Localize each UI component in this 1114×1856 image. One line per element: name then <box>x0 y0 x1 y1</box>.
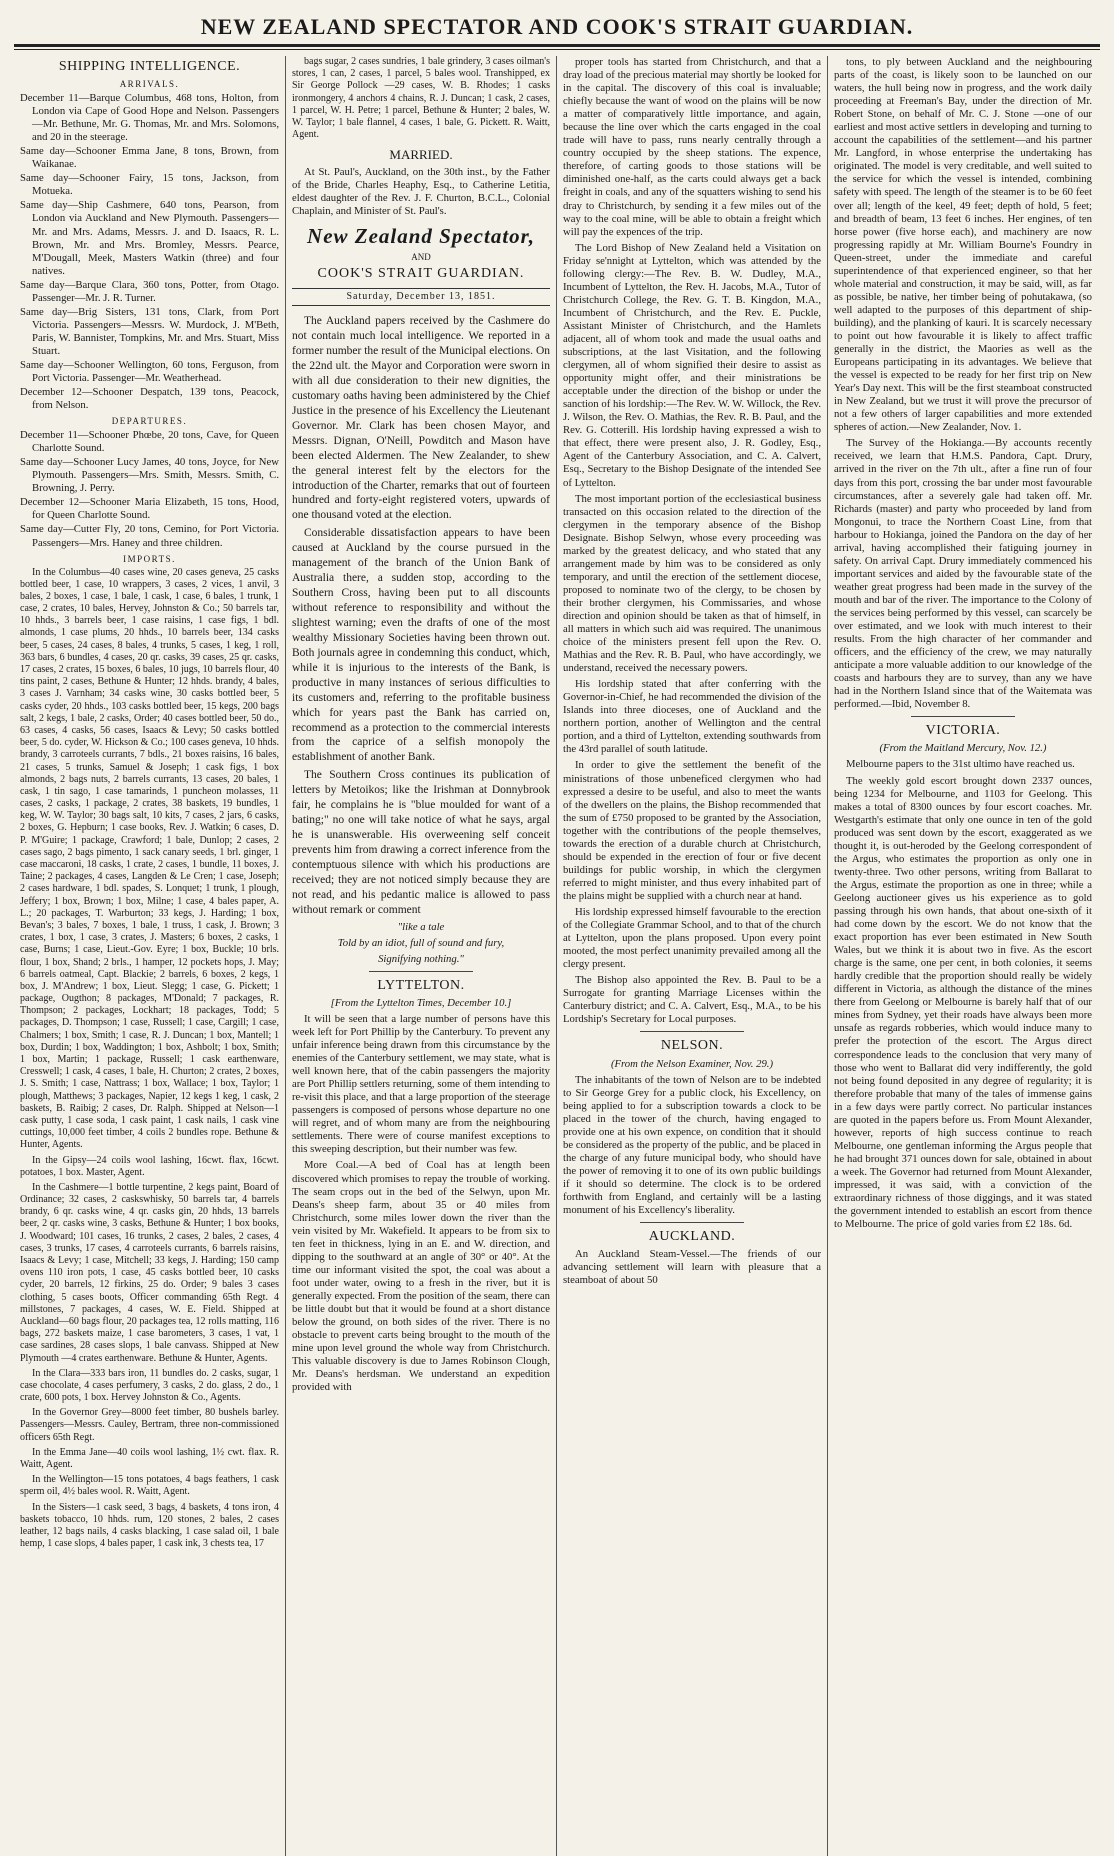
lyttelton-paragraph: It will be seen that a large number of persons have this week left for Port Phillip by the Canterbury. To prevent any unfair inference being drawn from this circumstance by the enemies of the Canterbury settlement, we may state, what is well known here, that of the cabin passengers the majority are Port Phillip settlers returning, some of them intending to re-visit this place, and that a large proportion of the steerage passengers is composed of persons whose departure no one will regret, and of whom many are from the neighbouring settlements. There were of course manifest exceptions to this sweeping description, but their number was few. <box>292 1012 550 1156</box>
import-item: In the Clara—333 bars iron, 11 bundles do. 2 casks, sugar, 1 case chocolate, 4 cases perfumery, 3 casks, 2 do. glass, 2 do., 1 crate, 600 pots, 1 box. Hervey Johnston & Co., Agents. <box>20 1367 279 1404</box>
column-4 <box>827 56 1098 1856</box>
import-item: In the Governor Grey—8000 feet timber, 80 bushels barley. Passengers—Messrs. Cauley, Bertram, three non-commissioned officers 65th Regt. <box>20 1407 279 1443</box>
column-2 <box>285 56 556 1856</box>
article-paragraph: The Survey of the Hokianga.—By accounts recently received, we learn that H.M.S. Pandora, Capt. Drury, arrived in the river on the 7th ult., after a fine run of four days from this port, crossing the bar under most favourable circumstances, after a severely gale had taken off. Mr. Richards (master) and party who proceeded by land from Mongonui, to trace the Northern Coast Line, from that harbour to Hokianga, joined the Pandora on the day of her arrival, having accomplished their fatiguing journey in safety. On arrival Capt. Drury immediately commenced his important services and aided by the favourable state of the weather great progress had been made in the survey of the mouth and bar of the river. The importance to the Colony of the services being performed by this vessel, can scarcely be over estimated, and we look with much interest to their results. From the high character of her commander and officers, and the efficiency of the crew, we may naturally anticipate a more valuable addition to our knowledge of the coasts and harbours they are to survey, than any we have had in the Northern Island since that of the Waitemata was performed.—Ibid, November 8. <box>834 437 1092 711</box>
paper-title-block <box>292 224 550 306</box>
victoria-heading: VICTORIA. <box>925 723 1001 739</box>
auckland-heading: AUCKLAND. <box>648 1229 736 1245</box>
verse-line: Signifying nothing." <box>378 952 464 965</box>
arrivals-list <box>20 92 279 412</box>
verse-line: Told by an idiot, full of sound and fury, <box>337 936 505 949</box>
editorial-paragraph: The Auckland papers received by the Cashmere do not contain much local intelligence. We reported in a former number the result of the Municipal elections. On the 22nd ult. the Mayor and Corporation were sworn in with all due consideration to their new dignities, the customary oaths having been administered by the Chief Justice in the presence of his Excellency the Lieutenant Governor. Mr. Clark has been chosen Mayor, and Messrs. Dignan, O'Neill, Powditch and Mason have been elected Aldermen. The New Zealander, to shew the general interest felt by the electors for the introduction of the Charter, remarks that out of fourteen hundred and forty-eight registered voters, upwards of one thousand voted at the election. <box>292 315 550 522</box>
import-item: In the Sisters—1 cask seed, 3 bags, 4 baskets, 4 tons iron, 4 baskets tobacco, 10 hhds. rum, 120 stones, 2 bales, 2 cases leather, 12 bags nails, 4 casks blacking, 1 case salad oil, 1 bale hemp, 1 case slops, 4 bales paper, 1 cask ink, 3 chests tea, 17 <box>20 1501 279 1550</box>
nelson-heading: NELSON. <box>660 1038 724 1054</box>
auckland-paragraph: An Auckland Steam-Vessel.—The friends of our advancing settlement will learn with pleasure that a steamboat of about 50 <box>563 1248 821 1287</box>
import-item: In the Cashmere—1 bottle turpentine, 2 kegs paint, Board of Ordinance; 32 cases, 2 caskswhisky, 50 barrels tar, 4 barrels brandy, 6 qr. casks wine, 4 qr. casks gin, 20 hhds, 13 barrels beer, 2 qr. casks wine, 3 casks, Bethune & Hunter; 1 box books, J. Woodward; 101 cases, 16 trunks, 2 cases, 2 bales, 2 cases, 4 cases, 3 trunks, 17 cases, 4 carroteels currants, 6 barrels raisins, Isaacs & Levy; 1 case, Mitchell; 33 kegs, J. Harding; 150 camp ovens 110 iron pots, 1 case, 45 casks bottled beer, 10 casks cyder, 20 barrels, 12 firkins, 25 do. Order; 9 bales 3 cases clothing, 5 cases boots, Officer commanding 65th Regt. 4 millstones, 7 packages, 4 cases, W. E. Field. Shipped at Auckland—60 bags flour, 20 packages tea, 12 rolls matting, 116 bags, 272 baskets maize, 1 case barometers, 3 cases, 1 vat, 1 case sardines, 28 cases slops, 1 bale canvass. Shipped at New Plymouth —4 crates earthenware. Bethune & Hunter, Agents. <box>20 1181 279 1364</box>
married-heading: MARRIED. <box>389 147 453 163</box>
import-item: In the Wellington—15 tons potatoes, 4 bags feathers, 1 cask sperm oil, 4½ bales wool. R. Waitt, Agent. <box>20 1474 279 1498</box>
departures-heading: DEPARTURES. <box>111 416 188 427</box>
imports-heading: IMPORTS. <box>123 553 176 564</box>
arrival-item: Same day—Barque Clara, 360 tons, Potter, from Otago. Passenger—Mr. J. R. Turner. <box>20 278 279 304</box>
divider <box>640 1031 743 1032</box>
article-paragraph: The Bishop also appointed the Rev. B. Paul to be a Surrogate for granting Marriage Licenses within the Canterbury district; and C. A. Calvert, Esq., M.A., to be his Lordship's Secretary for Local purposes. <box>563 974 821 1026</box>
paper-title: New Zealand Spectator, <box>307 224 535 249</box>
editorial-paragraph: Considerable dissatisfaction appears to have been caused at Auckland by the course pursued in the management of the branch of the Union Bank of Australia there, a sudden stop, according to the Southern Cross, having been put to all discounts without reference to responsibility and without the slightest warning; even the drafts of one of the most wealthy Missionary Societies having been thrown out. Both journals agree in condemning this conduct, which, while it is injurious to the interests of the Bank, is productive in many instances of serious difficulties to its customers and, referring to the profitable business which for years past the Bank has carried on, recommend as a protection to the commercial interests from the caprice of a selfish monopoly the establishment of another Bank. <box>292 527 550 764</box>
masthead: NEW ZEALAND SPECTATOR AND COOK'S STRAIT GUARDIAN. <box>200 14 914 39</box>
paper-subtitle: COOK'S STRAIT GUARDIAN. <box>317 265 525 281</box>
arrival-item: Same day—Ship Cashmere, 640 tons, Pearson, from London via Auckland and New Plymouth. Passengers—Mr. and Mrs. Adams, Messrs. J. and D. Isaacs, R. L. Brown, Mr. and Mrs. Bromley, Messrs. Pearce, M'Dougall, Meek, Masters Watkin (three) and four natives. <box>20 199 279 277</box>
article-paragraph: His lordship expressed himself favourable to the erection of the Collegiate Grammar School, and to that of the church at Lyttelton, upon the plans proposed. Upon every point mooted, the most perfect unanimity prevailed among all the clergy present. <box>563 906 821 971</box>
arrival-item: Same day—Schooner Emma Jane, 8 tons, Brown, from Waikanae. <box>20 145 279 171</box>
article-paragraph: His lordship stated that after conferring with the Governor-in-Chief, he had recommended the division of the Islands into three dioceses, one of Auckland and the northern portion, another of Wellington and the central portion, and a third of Lyttelton, extending southwards from the 43rd parallel of south latitude. <box>563 678 821 756</box>
verse-line: "like a tale <box>397 920 445 933</box>
editorial-paragraph: The Southern Cross continues its publication of letters by Metoikos; like the Irishman at Donnybrook fair, he complains he is "blue moulded for want of a bating;" no one will take notice of what he says, argal he is unanswerable. His overweening self conceit prevents him from drawing a correct inference from the contemptuous silence with which his productions are received; they are not noticed simply because they are not read, and his pedantic malice is allowed to pass without remark or comment <box>292 769 550 916</box>
lyttelton-heading: LYTTELTON. <box>377 977 465 993</box>
lyttelton-paragraph: More Coal.—A bed of Coal has at length been discovered which promises to repay the trouble of working. The seam crops out in the bed of the Selwyn, upon Mr. Deans's sheep farm, about 35 or 40 miles from Christchurch, some miles lower down the river than the vein visited by Mr. Wakefield. It appears to be from six to ten feet in thickness, lying in an E. and W. direction, and dipping to the southward at an angle of 30° or 40°. At the time our informant visited the spot, the coal was about a foot under water, owing to a fresh in the river, but it is generally expected. From the position of the seam, there can be little doubt but that it would be found at a short distance below the ground, on both sides of the river. There is no obstacle to prevent carts being brought to the mouth of the mine upon level ground the whole way from Christchurch. This valuable discovery is due to James Robinson Clough, Mr. Deans's herdsman. We understand an expedition provided with <box>292 1159 550 1394</box>
columns <box>14 56 1100 1856</box>
article-paragraph: proper tools has started from Christchurch, and that a dray load of the precious material may shortly be looked for in the capital. The discovery of this coal is invaluable; chiefly because the want of wood on the plains will be now a matter of comparatively little importance, and again, because the line over which the carts engaged in the coal trade will have to pass, runs nearly centrally through a country occupied by the sheep stations. The expence, therefore, of carting goods to those stations will be diminished one-half, as the carts could always get a back freight in coals, and any of the squatters wishing to send his dray to Christchurch, by sending it a few miles out of the way to the coal mine, will be able to obtain a freight which will pay the expences of the trip. <box>563 56 821 238</box>
lyttelton-source: [From the Lyttelton Times, December 10.] <box>330 996 512 1009</box>
imports-continued: bags sugar, 2 cases sundries, 1 bale grindery, 3 cases oilman's stores, 1 can, 2 cases, 1 parcel, 5 bales wool. Transhipped, ex Sir George Pollock —29 cases, W. B. Rhodes; 1 casks ironmongery, 4 anchors 4 chains, R. J. Duncan; 1 cask, 2 cases, 1 parcel, W. H. Petre; 1 parcel, Bethune & Hunter; 2 bales, W. W. Taylor; 1 bale flannel, 4 cases, 1 bale, G. Pickett. R. Waitt, Agent. <box>292 56 550 141</box>
divider <box>369 971 472 972</box>
nelson-source: (From the Nelson Examiner, Nov. 29.) <box>610 1057 774 1070</box>
issue-date: Saturday, December 13, 1851. <box>292 288 550 306</box>
arrivals-heading: ARRIVALS. <box>119 79 180 90</box>
divider <box>911 716 1014 717</box>
paper-title-and: AND <box>411 251 431 262</box>
victoria-paragraph: The weekly gold escort brought down 2337 ounces, being 1234 for Melbourne, and 1103 for Geelong. This makes a total of 8300 ounces by four escort coaches. Mr. Westgarth's estimate that only one ounce in ten of the gold produced was sent down by the escort, exaggerated as we thought it, is out-heroded by the Geelong correspondent of the Argus, who estimates the proportion as only one in twenty-three. Two other persons, writing from Ballarat to the Argus, estimate the proportion as one in three; while a Geelong auctioneer gives us his experience as to gold passing through his own hands, that about one-sixth of it had come down by the escort. We do not know that the exact proportion has ever been estimated in New South Wales, but we think it is about two in five. As the escort charge is the same, one per cent, in both colonies, it seems hardly credible that the proportion should really be widely different in Victoria, as although the distance of the mines there from Geelong or Melbourne is barely half that of our mines from Sydney, yet their roads have always been more unsafe as regards robberies, which would induce many to prefer the protection of the escort. The Argus direct correspondence leads to the conclusion that very many of those who went to Ballarat did very indifferently, the gold not being found deposited in any degree of regularity; it is therefore probable that many of the tales of immense gains in a few days were partly correct. No particular instances are quoted in the papers before us. From Mount Alexander, however, reports of high success continue to reach Melbourne, one gentleman informing the Argus people that he had brought 371 ounces down for sale, obtained in about a week. The Governor had returned from Mount Alexander, impressed, it was said, with a conviction of the extraordinary richness of those diggings, and it was stated the government intended to establish an escort from thence to Melbourne. The price of gold varies from £2 18s. 6d. <box>834 774 1092 1231</box>
departure-item: December 11—Schooner Phœbe, 20 tons, Cave, for Queen Charlotte Sound. <box>20 429 279 455</box>
article-paragraph: tons, to ply between Auckland and the neighbouring parts of the coast, is likely soon to be launched on our waters, the hull being now in progress, and the work daily proceeding at Freeman's Bay, under the direction of Mr. Robert Stone, on behalf of Mr. C. J. Stone —one of our earliest and most active settlers in developing and turning to account the capabilities of the settlement—and his partner Mr. Langford, in whose enterprise the undertaking has originated. The model is very creditable, and well suited to the service for which the vessel is intended, combining safety with speed. The length of the steamer is to be 60 feet over all; length of the keel, 49 feet; depth of hold, 5 feet; and breadth of beam, 13 feet 6 inches. Her engines, of ten horse power (five horse each), and machinery are now progressing rapidly at Mr. William Bourne's Foundry in Queen-street, under the immediate and careful superintendence of that experienced engineer, so that her whole material and construction, it may be said, will, as far as possible, be native, her timber being of pohutakawa, (so well adapted to the purposes of this department of ship-building), and the planking of kauri. It is scarcely necessary to point out how favourable it is likely to affect traffic generally in the district, the Maories as well as the Europeans participating in its advantages. We believe that the vessel is expected to be ready for her first trip on New Year's Day next. This will be the first steamboat constructed in New Zealand, but we trust it will prove the precursor of not a few others of larger capabilities and more extended spheres of action.—New Zealander, Nov. 1. <box>834 56 1092 434</box>
arrival-item: Same day—Schooner Fairy, 15 tons, Jackson, from Motueka. <box>20 172 279 198</box>
married-notice: At St. Paul's, Auckland, on the 30th inst., by the Father of the Bride, Charles Heaphy, Esq., to Catherine Letitia, eldest daughter of the Rev. J. F. Churton, B.C.L., Colonial Chaplain, and Minister of St. Paul's. <box>292 166 550 218</box>
arrival-item: December 11—Barque Columbus, 468 tons, Holton, from London via Cape of Good Hope and Nelson. Passengers—Mr. Bethune, Mr. G. Thomas, Mr. and Mrs. Solomons, and 20 in the steerage. <box>20 92 279 144</box>
import-item: In the Gipsy—24 coils wool lashing, 16cwt. flax, 16cwt. potatoes, 1 box. Master, Agent. <box>20 1154 279 1178</box>
shipping-heading: SHIPPING INTELLIGENCE. <box>58 59 241 74</box>
masthead-rule-thin <box>14 49 1100 50</box>
arrival-item: Same day—Schooner Wellington, 60 tons, Ferguson, from Port Victoria. Passenger—Mr. Weatherhead. <box>20 358 279 385</box>
arrival-item: December 12—Schooner Despatch, 139 tons, Peacock, from Nelson. <box>20 386 279 412</box>
masthead-rule <box>14 44 1100 47</box>
divider <box>640 1222 743 1223</box>
victoria-paragraph: Melbourne papers to the 31st ultimo have reached us. <box>846 758 1075 771</box>
article-paragraph: The Lord Bishop of New Zealand held a Visitation on Friday se'nnight at Lyttelton, which was attended by the following clergy:—The Rev. B. W. Dudley, M.A., Incumbent of Lyttelton, the Rev. H. Jacobs, M.A., Tutor of Christchurch College, the Rev. G. T. B. Kingdon, M.A., Incumbent of Christchurch, and the Rev. E. Puckle, Assistant Minister of Christchurch, and the Hamlets adjacent, all of whom took and made the usual oaths and subscriptions, at the last Visitation, and the following clergymen, all of whom signified their desire to assist as opportunity might offer, and their ministrations be acceptable under the direction of the bishop or under the sanction of his lordship:—The Rev. W. W. Willock, the Rev. J. Wilson, the Rev. O. Mathias, the Rev. R. B. Paul, and the Rev. G. Cotterill. His lordship having expressed a wish to that effect, there were present also, J. R. Godley, Esq., Agent of the Canterbury Association, and C. A. Calvert, Esq., Secretary to the Bishop Designate of the intended See of Lyttelton. <box>563 241 821 489</box>
departure-item: Same day—Cutter Fly, 20 tons, Cemino, for Port Victoria. Passengers—Mrs. Haney and three children. <box>20 523 279 549</box>
column-1 <box>14 56 285 1856</box>
column-3 <box>556 56 827 1856</box>
arrival-item: Same day—Brig Sisters, 131 tons, Clark, from Port Victoria. Passengers—Messrs. W. Murdock, J. M'Beth, Paris, W. Bannister, Tompkins, Mr. and Mrs. Stuart, Miss Stuart. <box>20 305 279 357</box>
nelson-paragraph: The inhabitants of the town of Nelson are to be indebted to Sir George Grey for a public clock, his Excellency, on being applied to for a subscription towards a clock to be placed in the tower of the church, having engaged to provide one at his own expence, on condition that it should be considered as the property of the public, and be placed in the charge of any future municipal body, who should have the power of removing it to one of its own public buildings if it should so determine. The clock is to be ordered forthwith from England, and certainly will be a lasting monument of his Excellency's liberality. <box>563 1073 821 1217</box>
article-paragraph: In order to give the settlement the benefit of the ministrations of those unbeneficed clergymen who had expressed a desire to be useful, and also to meet the wants of the dwellers on the plains, the Bishop recommended that the sum of £750 proposed to be granted by the Association, together with the contributions of the people themselves, towards the erection of a durable church at Christchurch, should be expended in the erection of four or five decent buildings for public worship, in which the clergymen referred to might minister, and thus every inhabited part of the plains might be supplied with a church near at hand. <box>563 759 821 902</box>
departure-item: December 12—Schooner Maria Elizabeth, 15 tons, Hood, for Queen Charlotte Sound. <box>20 496 279 522</box>
victoria-source: (From the Maitland Mercury, Nov. 12.) <box>879 742 1047 755</box>
departure-item: Same day—Schooner Lucy James, 40 tons, Joyce, for New Plymouth. Passengers—Mrs. Smith, Messrs. Smith, C. Browning, J. Perry. <box>20 456 279 495</box>
departures-list <box>20 429 279 549</box>
import-item: In the Columbus—40 cases wine, 20 cases geneva, 25 casks bottled beer, 1 case, 10 wrappers, 3 cases, 2 vices, 1 anvil, 3 bales, 2 boxes, 1 case, 1 bale, 1 cask, 1 case, 6 bales, 1 trunk, 1 case, 2 crates, 10 bales, Hervey, Johnston & Co.; 50 barrels tar, 10 hhds., 3 barrels beer, 1 case raisins, 1 case figs, 1 bdl. almonds, 1 case plums, 20 hhds., 10 barrels beer, 134 casks beer, 5 cases, 24 cases, 8 bales, 4 trunks, 5 cases, 1 keg, 1 roll, 363 bars, 6 bundles, 4 cases, 20 qr. casks, 39 cases, 25 qr. casks, 17 cases, 2 crates, 15 boxes, 6 bales, 10 jugs, 10 barrels flour, 40 tins paint, 2 cases, Bethune & Hunter; 12 hhds. brandy, 4 bales, 3 cases J. Varnham; 34 casks wine, 30 casks bottled beer, 5 casks cyder, 20 hhds., 103 casks bottled beer, 15 kegs, 200 bags salt, 2 kegs, 1 bale, 2 casks, Order; 40 cases bottled beer, 50 do., 63 cases, 4 casks, 56 cases, Isaacs & Levy; 50 casks bottled beer, 5 do. cyder, W. Hickson & Co.; 100 cases geneva, 10 hhds. brandy, 3 carroteels currants, 7 bdls., 21 boxes raisins, 16 bales, 21 cases, 5 trunks, Samuel & Joseph; 1 cask figs, 1 box almonds, 2 bags nuts, 2 barrels currants, 13 cases, 20 bales, 1 cask, 1 tin sago, 1 case tamarinds, 1 puncheon molasses, 11 cases, 2 casks, 1 package, 2 crates, 38 baskets, 19 bundles, 1 keg, W. W. Taylor; 30 bags salt, 10 kits, 7 cases, 2 jars, 6 casks, 2 boxes, G. Hepburn; 1 case books, Rev. J. Watkin; 6 cases, D. P. M'Guire; 1 package, Crawford; 1 bale, Dunlop; 2 cases, 2 cases sago, 2 bags pimento, 1 sack canary seeds, 1 brl. ginger, 1 case maccaroni, 18 casks, 1 crate, 2 cases, 1 bundle, 11 boxes, J. Taine; 2 packages, 4 cases, Langden & Le Cren; 1 case, Joseph; 2 cases hardware, 1 bdl. spades, S. Lonquet; 1 trunk, 1 plough, Jeffery; 1 box, Brown; 1 box, Milne; 1 case, 4 bales paper, A. L.; 20 packages, T. Warburton; 33 kegs, J. Harding; 1 box, Bevan's; 3 bales, 7 boxes, 1 bale, 1 truss, 1 cask, J. Brown; 3 crates, 1 box, 1 case, 3 crates, J. Masters; 6 boxes, 2 casks, 1 case, Burns; 1 case, Lieut.-Gov. Eyre; 1 box, Buckle; 10 brls. flour, 1 box, Shand; 2 brls., 1 hamper, 12 pockets hops, J. May; 6 barrels oatmeal, Capt. Blackie; 2 barrels, 6 boxes, 2 kegs, 1 box, J. M'Andrew; 1 box, Lieut. Slegg; 1 case, G. Pickett; 1 package, Ougthon; 8 packages, M'Donald; 7 packages, R. Thompson; 2 packages, Lockhart; 18 packages, Todd; 5 packages, D. Thompson; 1 case, Russell; 1 case, Cargill; 1 case, Chalmers; 1 box, Smith; 1 case, R. J. Duncan; 1 box, Mantell; 1 box, Durdin; 1 box, Waddington; 1 box, Ashbolt; 1 box, Smith; 1 box, Martin; 1 package, Russell; 1 cask earthenware, Cresswell; 1 cask, 4 cases, 1 bale, H. Churton; 2 crates, 2 boxes, J. S. Smith; 1 case, Nattrass; 1 box, Wallace; 1 box, Taylor; 1 plough, Matthews; 3 packages, Napier, 12 kegs 1 keg, 1 cask, 2 baskets, B. Raibig; 2 cases, Dr. Ralph. Shipped at Nelson—1 cask putty, 1 case soda, 1 cask paint, 1 cask nails, 1 cask vine cuttings, 10,000 feet timber, 4 coils 2 bundles rope. Bethune & Hunter, Agents. <box>20 566 279 1151</box>
imports-list <box>20 567 279 1551</box>
article-paragraph: The most important portion of the ecclesiastical business transacted on this occasion related to the direction of the clergymen in the temporary absence of the Bishop Designate. Bishop Selwyn, whose every proceeding was marked by the greatest delicacy, and who stated that any arrangement made by him was to be considered as only temporary, and until the erection of the settlement diocese, proposed to nominate two of the clergy, to be chosen by their brother clergymen, his Commissaries, and whose direction and opinion should be taken as that of himself, in all matters in which such aid was required. The unanimous choice of the ministers present fell upon the Rev. O. Mathias and the Rev. R. B. Paul, who have accordingly, we understand, received the necessary powers. <box>563 492 821 675</box>
import-item: In the Emma Jane—40 coils wool lashing, 1½ cwt. flax. R. Waitt, Agent. <box>20 1446 279 1471</box>
